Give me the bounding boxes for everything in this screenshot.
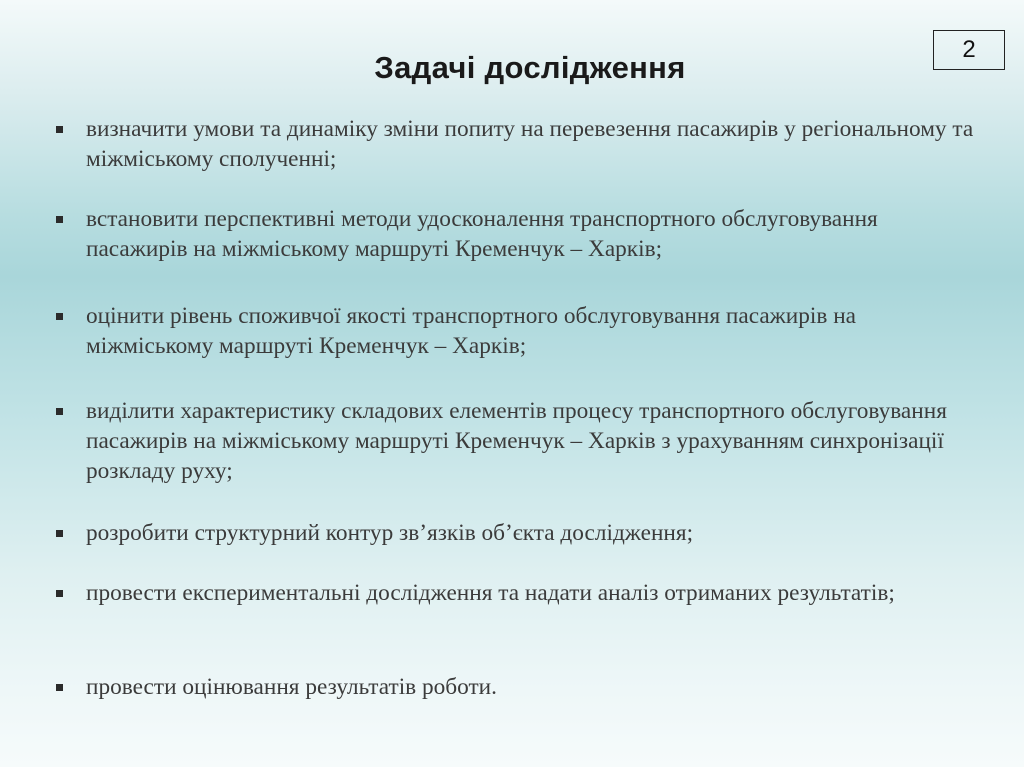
list-item (50, 578, 980, 608)
list-item-text: провести експериментальні дослідження та надати аналіз отриманих результатів; (86, 580, 895, 606)
list-item (50, 518, 980, 548)
square-bullet-icon (56, 684, 63, 691)
square-bullet-icon (56, 126, 63, 133)
square-bullet-icon (56, 216, 63, 223)
list-item (50, 114, 980, 174)
list-item (50, 396, 980, 486)
list-item-text: оцінити рівень споживчої якості транспортного обслуговування пасажирів на міжміському маршруті Кременчук – Харків; (86, 303, 857, 359)
page-number: 2 (962, 36, 976, 63)
square-bullet-icon (56, 408, 63, 415)
list-item-text: визначити умови та динаміку зміни попиту на перевезення пасажирів у регіональному та міжміському сполученні; (86, 116, 974, 172)
list-item-text: розробити структурний контур зв’язків об’єкта дослідження; (86, 520, 694, 546)
list-item-text: провести оцінювання результатів роботи. (86, 674, 497, 700)
list-item (50, 672, 980, 702)
square-bullet-icon (56, 530, 63, 537)
list-item-text: виділити характеристику складових елементів процесу транспортного обслуговування пасажирів на міжміському маршруті Кременчук – Харків з урахуванням синхронізації розкладу руху; (86, 398, 947, 484)
square-bullet-icon (56, 590, 63, 597)
square-bullet-icon (56, 313, 63, 320)
list-item (50, 301, 980, 361)
slide-title: Задачі дослідження (374, 50, 686, 85)
list-item-text: встановити перспективні методи удосконалення транспортного обслуговування пасажирів на міжміському маршруті Кременчук – Харків; (86, 206, 878, 262)
list-item (50, 204, 980, 264)
page-number-box (933, 30, 1005, 70)
